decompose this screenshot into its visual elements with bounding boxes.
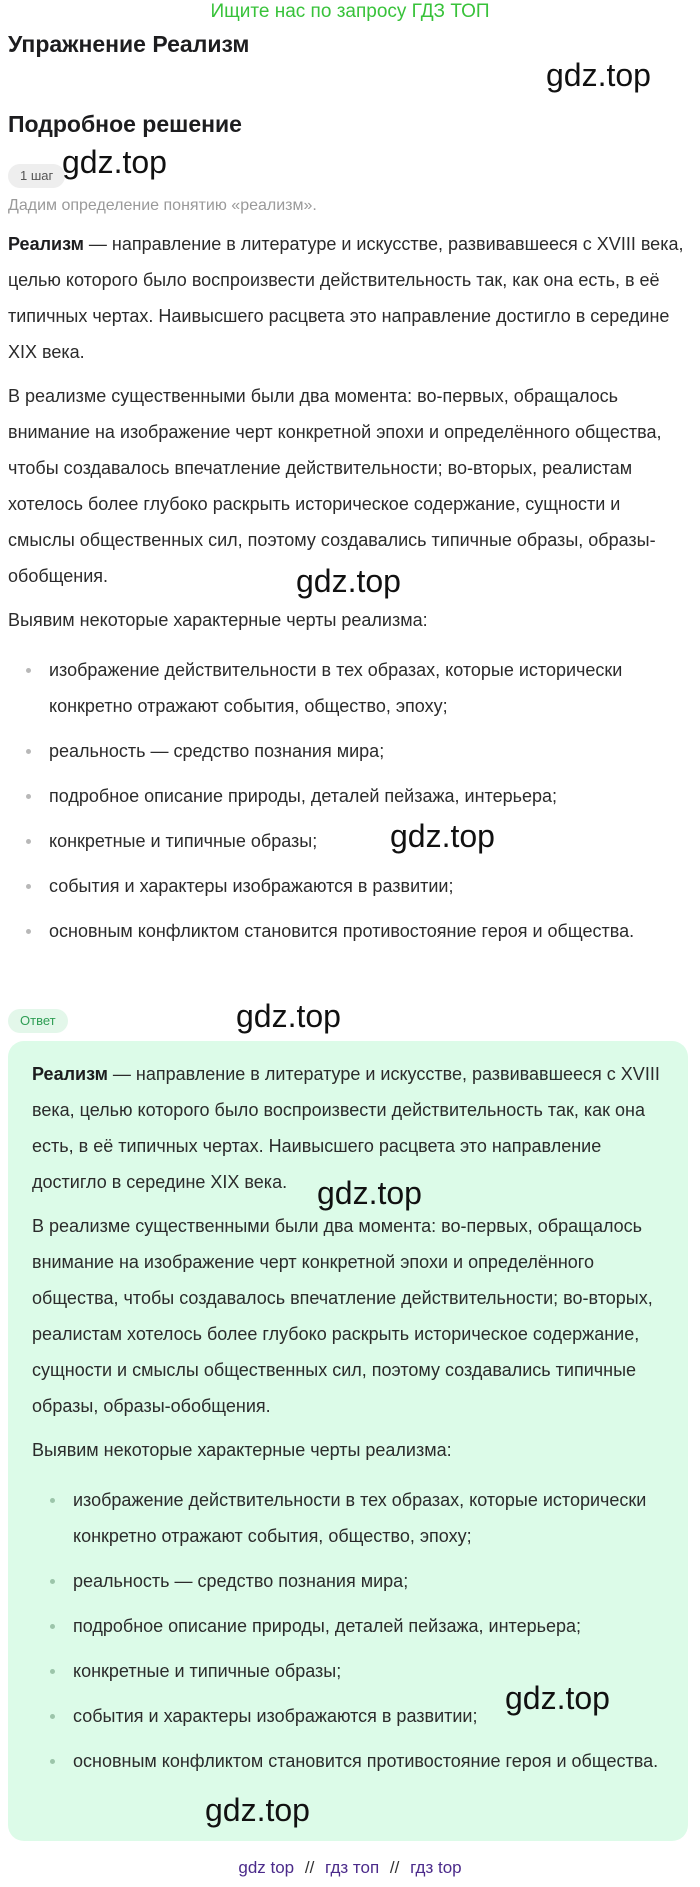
watermark: gdz.top — [390, 818, 495, 854]
list-intro: Выявим некоторые характерные черты реализма: — [8, 610, 428, 630]
footer-link[interactable]: гдз top — [410, 1858, 462, 1877]
search-banner: Ищите нас по запросу ГДЗ ТОП — [210, 1, 490, 22]
list-item: конкретные и типичные образы; — [8, 823, 692, 859]
answer-box — [8, 1041, 688, 1841]
list-item: изображение действительности в тех образах, которые исторически конкретно отражают события, общество, эпоху; — [32, 1482, 672, 1554]
watermark: gdz.top — [62, 144, 167, 180]
list-item: события и характеры изображаются в развитии; — [8, 868, 692, 904]
definition-text: — направление в литературе и искусстве, развивавшееся с XVIII века, целью которого было воспроизвести действительность так, как она есть, в её типичных чертах. Наивысшего расцвета это направление достигло в середине XIX века. — [8, 234, 684, 362]
separator: // — [304, 1858, 315, 1877]
definition-text: — направление в литературе и искусстве, развивавшееся с XVIII века, целью которого было воспроизвести действительность так, как она есть, в её типичных чертах. Наивысшего расцвета это направление достигло в середине XIX века. — [32, 1064, 660, 1192]
page-title: Упражнение Реализм — [8, 31, 250, 57]
watermark: gdz.top — [296, 563, 401, 599]
list-item: события и характеры изображаются в развитии; — [32, 1698, 672, 1734]
features-list — [8, 652, 692, 949]
list-item: подробное описание природы, деталей пейзажа, интерьера; — [32, 1608, 672, 1644]
watermark: gdz.top — [236, 998, 341, 1034]
answer-content — [32, 1056, 672, 1788]
watermark: gdz.top — [505, 1680, 610, 1716]
watermark: gdz.top — [205, 1792, 310, 1828]
list-item: основным конфликтом становится противостояние героя и общества. — [8, 913, 692, 949]
footer-link[interactable]: гдз топ — [325, 1858, 380, 1877]
watermark: gdz.top — [317, 1175, 422, 1211]
paragraph: В реализме существенными были два момента: во-первых, обращалось внимание на изображение черт конкретной эпохи и определённого общества, чтобы создавалось впечатление действительности; во-вторых, реалистам хотелось более глубоко раскрыть историческое содержание, сущности и смыслы общественных сил, поэтому создавались типичные образы, образы-обобщения. — [32, 1216, 653, 1416]
term: Реализм — [8, 234, 84, 254]
list-item: реальность — средство познания мира; — [32, 1563, 672, 1599]
list-item: изображение действительности в тех образах, которые исторически конкретно отражают события, общество, эпоху; — [8, 652, 692, 724]
answer-badge: Ответ — [8, 1009, 68, 1033]
list-intro: Выявим некоторые характерные черты реализма: — [32, 1440, 452, 1460]
term: Реализм — [32, 1064, 108, 1084]
paragraph: В реализме существенными были два момента: во-первых, обращалось внимание на изображение черт конкретной эпохи и определённого общества, чтобы создавалось впечатление действительности; во-вторых, реалистам хотелось более глубоко раскрыть историческое содержание, сущности и смыслы общественных сил, поэтому создавались типичные образы, образы-обобщения. — [8, 386, 662, 586]
watermark: gdz.top — [546, 57, 651, 93]
separator: // — [389, 1858, 400, 1877]
features-list — [32, 1482, 672, 1779]
list-item: основным конфликтом становится противостояние героя и общества. — [32, 1743, 672, 1779]
list-item: конкретные и типичные образы; — [32, 1653, 672, 1689]
section-title: Подробное решение — [8, 111, 242, 137]
step-intro: Дадим определение понятию «реализм». — [8, 197, 317, 214]
list-item: реальность — средство познания мира; — [8, 733, 692, 769]
step-badge: 1 шаг — [8, 164, 65, 188]
definition-paragraph — [8, 226, 692, 370]
list-item: подробное описание природы, деталей пейзажа, интерьера; — [8, 778, 692, 814]
footer-links — [0, 1858, 700, 1878]
footer-link[interactable]: gdz top — [238, 1858, 295, 1877]
